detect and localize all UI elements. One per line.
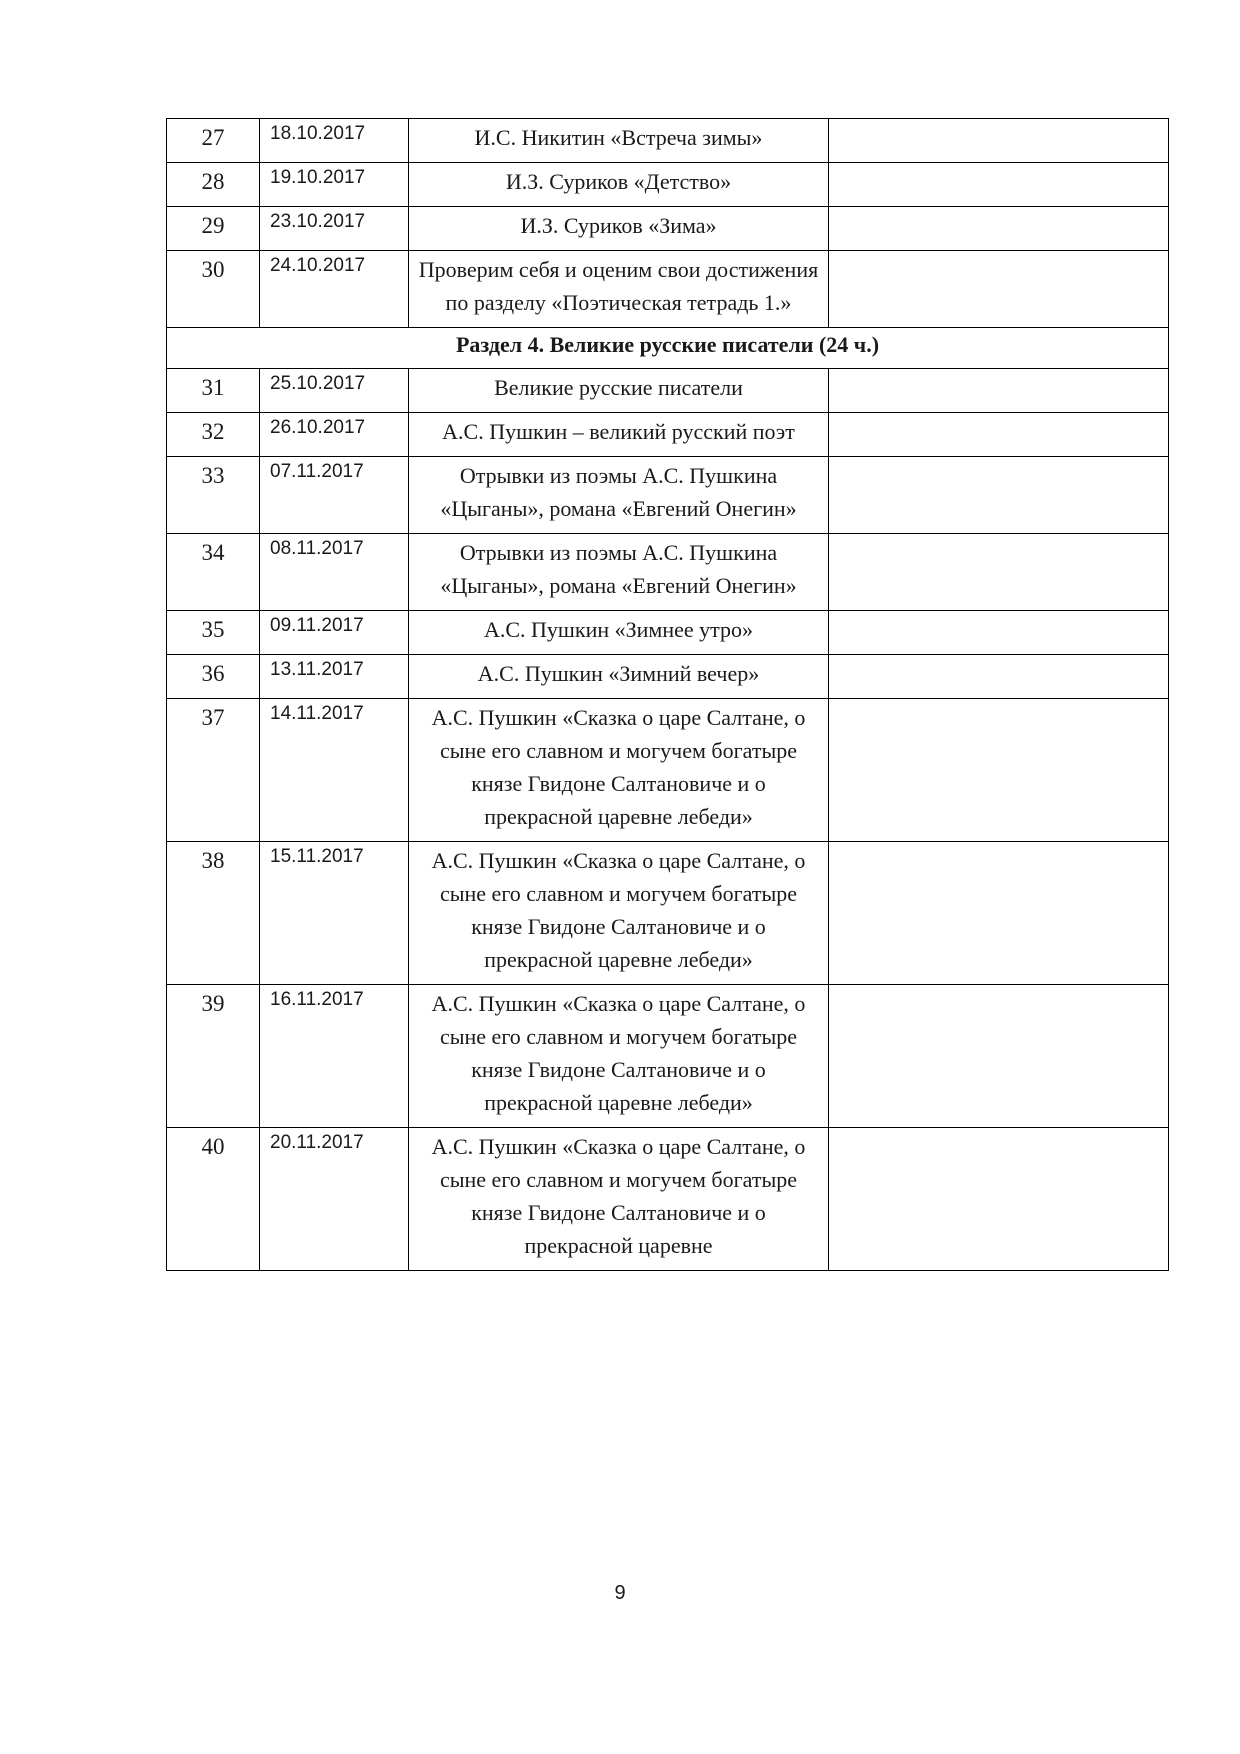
- row-note-cell: [829, 251, 1169, 328]
- row-topic-cell: Великие русские писатели: [409, 369, 829, 413]
- row-number-cell: 35: [167, 611, 260, 655]
- row-date-cell: 07.11.2017: [260, 457, 409, 534]
- table-body-after-section: [167, 369, 1169, 1271]
- row-topic-cell: А.С. Пушкин «Сказка о царе Салтане, о сыне его славном и могучем богатыре князе Гвидоне Салтановиче и о прекрасной царевне лебеди»: [409, 985, 829, 1128]
- table-row: [167, 534, 1169, 611]
- row-number-cell: 39: [167, 985, 260, 1128]
- row-topic-cell: А.С. Пушкин «Сказка о царе Салтане, о сыне его славном и могучем богатыре князе Гвидоне Салтановиче и о прекрасной царевне: [409, 1128, 829, 1271]
- row-note-cell: [829, 163, 1169, 207]
- row-note-cell: [829, 1128, 1169, 1271]
- table-row: [167, 457, 1169, 534]
- row-date-cell: 09.11.2017: [260, 611, 409, 655]
- row-topic-cell: И.З. Суриков «Детство»: [409, 163, 829, 207]
- table-row: [167, 163, 1169, 207]
- table-row: [167, 119, 1169, 163]
- row-number-cell: 34: [167, 534, 260, 611]
- row-number-cell: 40: [167, 1128, 260, 1271]
- row-topic-cell: Отрывки из поэмы А.С. Пушкина «Цыганы», романа «Евгений Онегин»: [409, 534, 829, 611]
- row-topic-cell: А.С. Пушкин «Зимний вечер»: [409, 655, 829, 699]
- row-topic-cell: А.С. Пушкин «Зимнее утро»: [409, 611, 829, 655]
- row-note-cell: [829, 985, 1169, 1128]
- row-date-cell: 25.10.2017: [260, 369, 409, 413]
- row-number-cell: 37: [167, 699, 260, 842]
- row-note-cell: [829, 655, 1169, 699]
- row-topic-cell: А.С. Пушкин – великий русский поэт: [409, 413, 829, 457]
- row-date-cell: 16.11.2017: [260, 985, 409, 1128]
- table-row: [167, 207, 1169, 251]
- table-row: [167, 842, 1169, 985]
- row-number-cell: 31: [167, 369, 260, 413]
- table-body-before-section: [167, 119, 1169, 328]
- section-title: Раздел 4. Великие русские писатели (24 ч.): [167, 328, 1169, 369]
- row-date-cell: 19.10.2017: [260, 163, 409, 207]
- row-date-cell: 13.11.2017: [260, 655, 409, 699]
- row-number-cell: 36: [167, 655, 260, 699]
- table-row: [167, 413, 1169, 457]
- row-note-cell: [829, 119, 1169, 163]
- row-note-cell: [829, 369, 1169, 413]
- row-date-cell: 15.11.2017: [260, 842, 409, 985]
- table-row: [167, 985, 1169, 1128]
- row-note-cell: [829, 699, 1169, 842]
- page-number: 9: [614, 1582, 626, 1604]
- row-date-cell: 23.10.2017: [260, 207, 409, 251]
- row-date-cell: 08.11.2017: [260, 534, 409, 611]
- section-row: [167, 328, 1169, 369]
- row-topic-cell: И.З. Суриков «Зима»: [409, 207, 829, 251]
- table-row: [167, 251, 1169, 328]
- row-note-cell: [829, 413, 1169, 457]
- section-block: [167, 328, 1169, 369]
- row-number-cell: 33: [167, 457, 260, 534]
- row-number-cell: 38: [167, 842, 260, 985]
- row-number-cell: 27: [167, 119, 260, 163]
- row-number-cell: 28: [167, 163, 260, 207]
- table-row: [167, 1128, 1169, 1271]
- row-topic-cell: А.С. Пушкин «Сказка о царе Салтане, о сыне его славном и могучем богатыре князе Гвидоне Салтановиче и о прекрасной царевне лебеди»: [409, 699, 829, 842]
- row-note-cell: [829, 457, 1169, 534]
- row-note-cell: [829, 534, 1169, 611]
- row-date-cell: 14.11.2017: [260, 699, 409, 842]
- table-row: [167, 699, 1169, 842]
- row-topic-cell: А.С. Пушкин «Сказка о царе Салтане, о сыне его славном и могучем богатыре князе Гвидоне Салтановиче и о прекрасной царевне лебеди»: [409, 842, 829, 985]
- table-row: [167, 611, 1169, 655]
- table-row: [167, 369, 1169, 413]
- row-note-cell: [829, 842, 1169, 985]
- row-date-cell: 24.10.2017: [260, 251, 409, 328]
- row-note-cell: [829, 611, 1169, 655]
- row-date-cell: 26.10.2017: [260, 413, 409, 457]
- row-date-cell: 18.10.2017: [260, 119, 409, 163]
- row-topic-cell: Проверим себя и оценим свои достижения по разделу «Поэтическая тетрадь 1.»: [409, 251, 829, 328]
- row-number-cell: 29: [167, 207, 260, 251]
- lesson-plan-table: [166, 118, 1169, 1271]
- row-topic-cell: Отрывки из поэмы А.С. Пушкина «Цыганы», романа «Евгений Онегин»: [409, 457, 829, 534]
- row-number-cell: 30: [167, 251, 260, 328]
- row-date-cell: 20.11.2017: [260, 1128, 409, 1271]
- row-number-cell: 32: [167, 413, 260, 457]
- row-topic-cell: И.С. Никитин «Встреча зимы»: [409, 119, 829, 163]
- row-note-cell: [829, 207, 1169, 251]
- table-row: [167, 655, 1169, 699]
